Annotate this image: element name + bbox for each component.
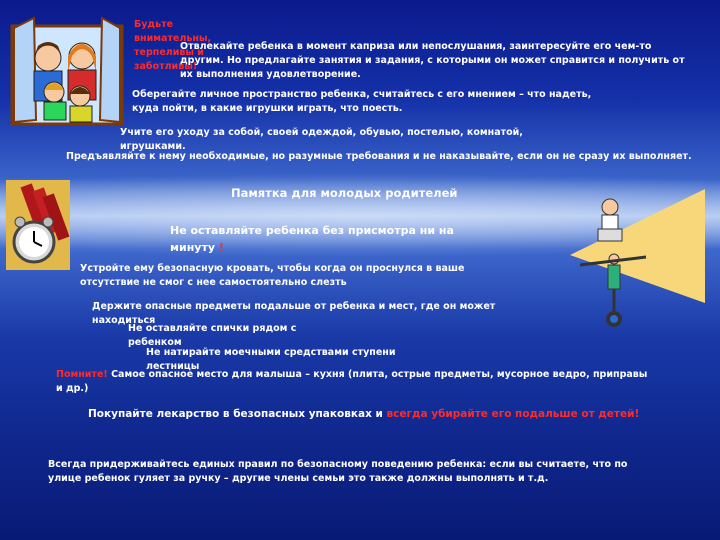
distract-text: Отвлекайте ребенка в момент каприза или непослушания, заинтересуйте его чем-то другим. Но предлагайте занятия и задания, с которыми он может справится и получить от их выполнения удовлетворение. bbox=[180, 41, 685, 80]
be-attentive-text: Будьте внимательны, терпеливы и заботливы! bbox=[134, 19, 212, 72]
kitchen-text bbox=[56, 368, 656, 396]
alarm-clock-dynamite-icon bbox=[6, 180, 70, 270]
acrobat-illustration bbox=[570, 185, 710, 335]
page-title: Памятка для молодых родителей bbox=[231, 186, 458, 200]
medicine-text bbox=[88, 406, 668, 423]
demands-text: Предъявляйте к нему необходимые, но разумные требования и не наказывайте, если он не сразу их выполняет. bbox=[66, 151, 692, 162]
clock-illustration-panel bbox=[6, 180, 70, 270]
family-window-illustration bbox=[8, 16, 126, 128]
personal-space-text: Оберегайте личное пространство ребенка, считайтесь с его мнением – что надеть, куда пойти, в какие игрушки играть, что поесть. bbox=[132, 89, 592, 114]
no-unattended-main: Не оставляйте ребенка без присмотра ни на минуту bbox=[170, 224, 454, 254]
family-in-window-icon bbox=[12, 18, 122, 124]
medicine-main: Покупайте лекарство в безопасных упаковках и bbox=[88, 408, 383, 420]
stairs-text: Не натирайте моечными средствами ступени лестницы bbox=[146, 347, 396, 372]
safe-bed-text: Устройте ему безопасную кровать, чтобы когда он проснулся в ваше отсутствие не смог с нее самостоятельно слезть bbox=[80, 263, 465, 288]
rules-text: Всегда придерживайтесь единых правил по безопасному поведению ребенка: если вы считаете, что по улице ребенок гуляет за ручку – другие члены семьи это также должны выполнять и т.д. bbox=[48, 459, 628, 484]
no-unattended-text bbox=[170, 222, 500, 256]
dangerous-items-text: Держите опасные предметы подальше от ребенка и мест, где он может находиться bbox=[92, 301, 496, 326]
unicycle-juggler-icon bbox=[570, 189, 705, 327]
no-unattended-mark: ! bbox=[218, 241, 224, 254]
medicine-red: всегда убирайте его подальше от детей! bbox=[386, 408, 640, 420]
teach-care-text: Учите его уходу за собой, своей одеждой, обувью, постелью, комнатой, игрушками. bbox=[120, 127, 523, 152]
matches-text: Не оставляйте спички рядом с ребенком bbox=[128, 323, 297, 348]
kitchen-main: Самое опасное место для малыша – кухня (плита, острые предметы, мусорное ведро, приправы и др.) bbox=[56, 369, 648, 394]
remember-label: Помните! bbox=[56, 369, 108, 380]
